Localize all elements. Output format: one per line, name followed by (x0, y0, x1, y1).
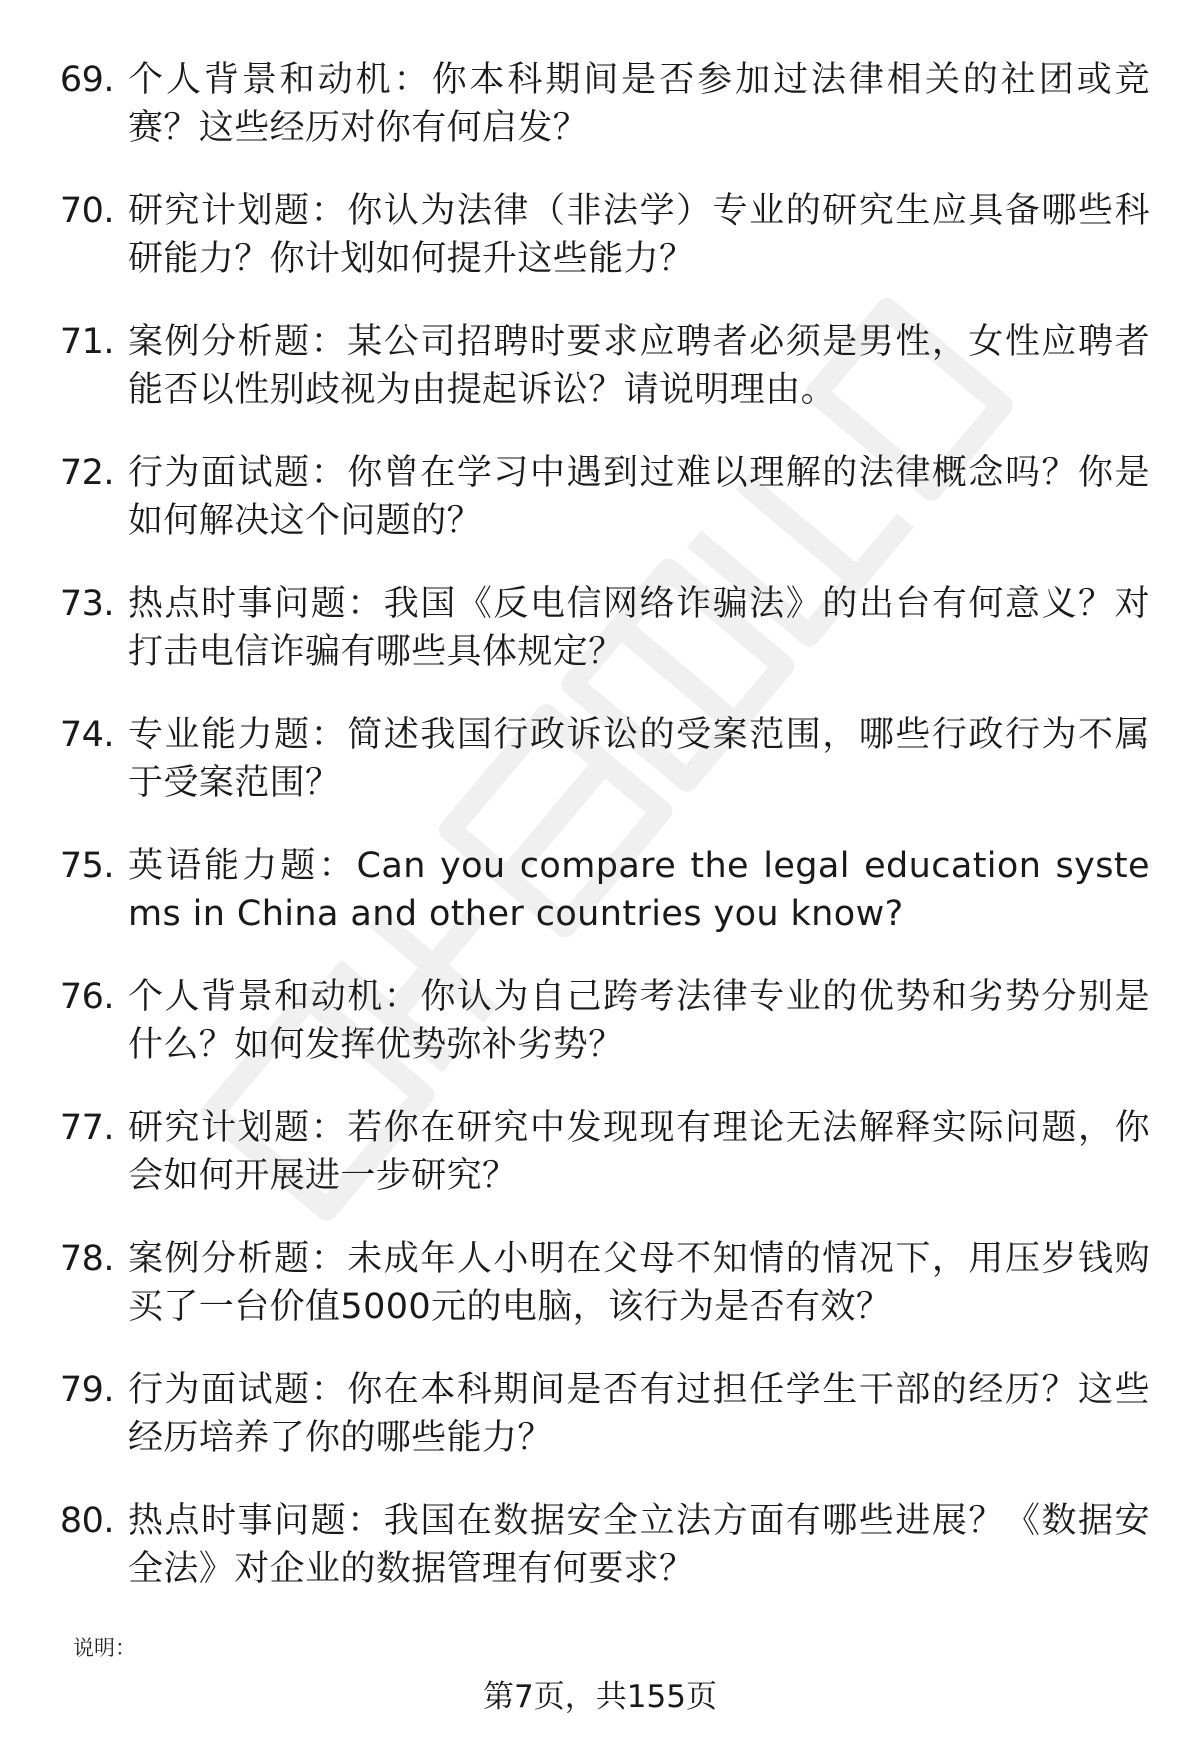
question-item (0, 967, 1200, 1098)
question-item (0, 1491, 1200, 1622)
question-number: 75. (59, 846, 114, 886)
question-number: 76. (59, 977, 114, 1017)
question-item (0, 181, 1200, 312)
question-number: 77. (59, 1108, 114, 1148)
question-text: 热点时事问题：我国《反电信网络诈骗法》的出台有何意义？对打击电信诈骗有哪些具体规定？ (128, 584, 1150, 672)
question-text: 热点时事问题：我国在数据安全立法方面有哪些进展？《数据安全法》对企业的数据管理有何要求？ (128, 1501, 1150, 1589)
question-text: 研究计划题：若你在研究中发现现有理论无法解释实际问题，你会如何开展进一步研究？ (128, 1108, 1150, 1196)
question-text: 案例分析题：未成年人小明在父母不知情的情况下，用压岁钱购买了一台价值5000元的电脑，该行为是否有效？ (128, 1239, 1150, 1327)
question-number: 74. (59, 715, 114, 755)
note-label: 说明： (73, 1636, 136, 1660)
question-text: 英语能力题：Can you compare the legal education systems in China and other countries you know? (128, 846, 1150, 934)
question-item (0, 574, 1200, 705)
question-text: 行为面试题：你在本科期间是否有过担任学生干部的经历？这些经历培养了你的哪些能力？ (128, 1370, 1150, 1458)
question-text: 个人背景和动机：你本科期间是否参加过法律相关的社团或竞赛？这些经历对你有何启发？ (128, 60, 1150, 148)
question-item (0, 1360, 1200, 1491)
question-number: 71. (59, 322, 114, 362)
question-item (0, 50, 1200, 181)
question-number: 72. (59, 453, 114, 493)
question-number: 79. (59, 1370, 114, 1410)
question-item (0, 705, 1200, 836)
question-text: 专业能力题：简述我国行政诉讼的受案范围，哪些行政行为不属于受案范围？ (128, 715, 1150, 803)
question-number: 80. (59, 1501, 114, 1541)
question-number: 78. (59, 1239, 114, 1279)
question-list (0, 50, 1200, 1622)
question-item (0, 1098, 1200, 1229)
question-text: 个人背景和动机：你认为自己跨考法律专业的优势和劣势分别是什么？如何发挥优势弥补劣势？ (128, 977, 1150, 1065)
question-item (0, 443, 1200, 574)
question-text: 研究计划题：你认为法律（非法学）专业的研究生应具备哪些科研能力？你计划如何提升这些能力？ (128, 191, 1150, 279)
page-number: 第7页，共155页 (483, 1679, 717, 1715)
question-text: 案例分析题：某公司招聘时要求应聘者必须是男性，女性应聘者能否以性别歧视为由提起诉讼？请说明理由。 (128, 322, 1150, 410)
question-item (0, 836, 1200, 967)
question-item (0, 1229, 1200, 1360)
question-number: 70. (59, 191, 114, 231)
question-item (0, 312, 1200, 443)
question-number: 69. (59, 60, 114, 100)
question-number: 73. (59, 584, 114, 624)
question-text: 行为面试题：你曾在学习中遇到过难以理解的法律概念吗？你是如何解决这个问题的？ (128, 453, 1150, 541)
